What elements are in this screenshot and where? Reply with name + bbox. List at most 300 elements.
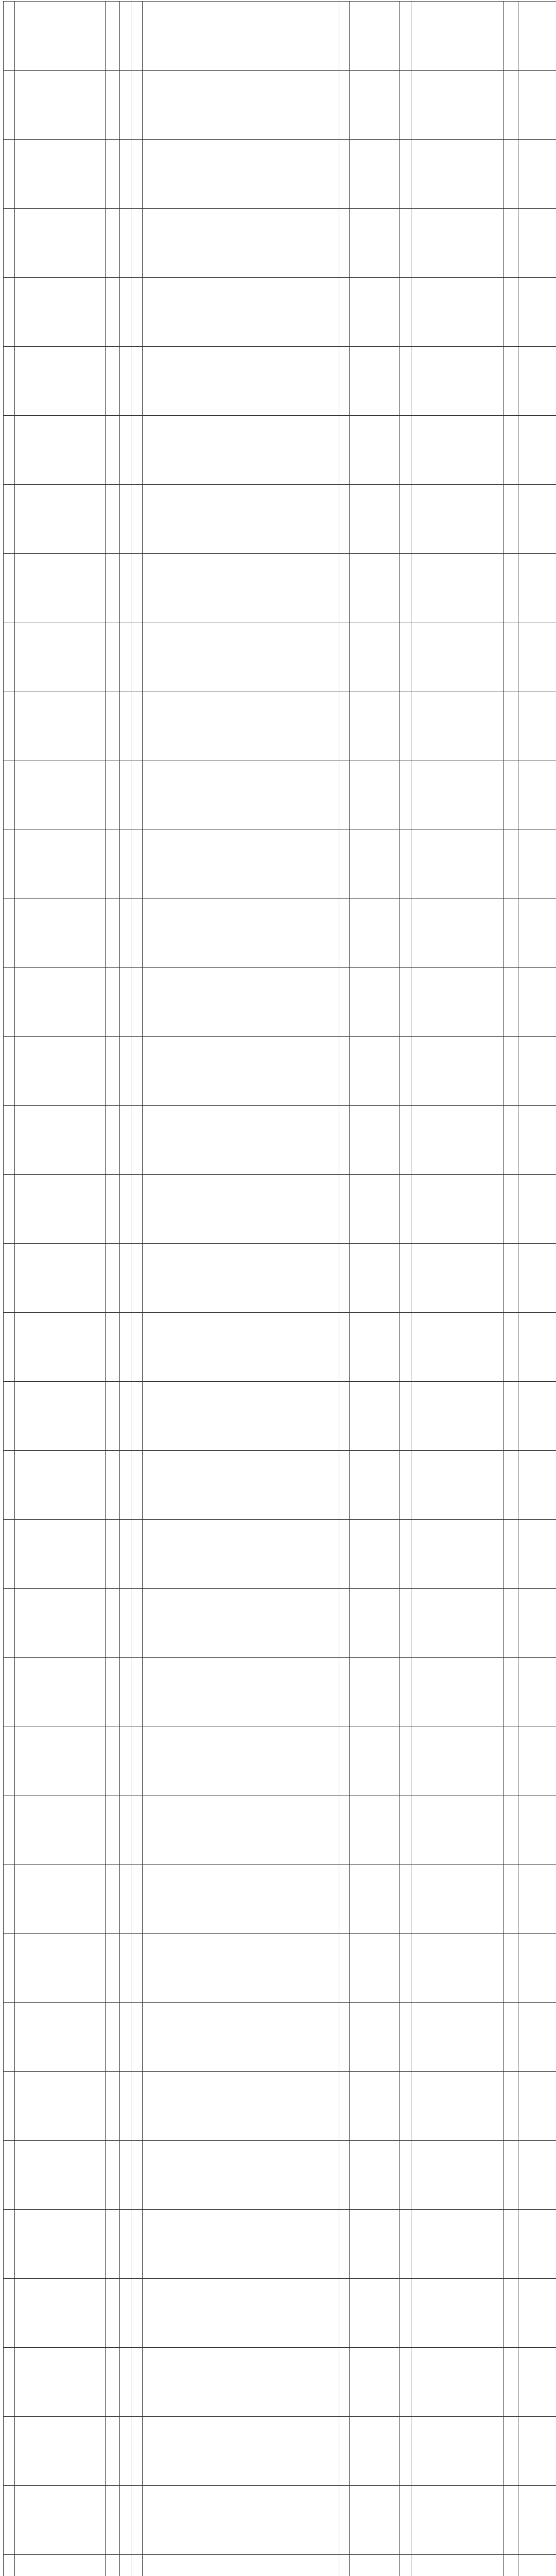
record-title-cell — [15, 277, 106, 346]
unit-cell — [120, 2072, 131, 2141]
record-title-cell — [15, 2485, 106, 2554]
category-cell — [106, 2141, 120, 2210]
type-cell — [131, 2003, 143, 2072]
basis-cell — [350, 968, 400, 1037]
record-id-cell — [4, 1657, 15, 1726]
status-cell — [504, 1243, 518, 1312]
basis-cell — [350, 2141, 400, 2210]
category-cell — [106, 1519, 120, 1588]
status-cell — [504, 1106, 518, 1175]
unit-cell — [120, 1726, 131, 1795]
mark-cell — [339, 2141, 350, 2210]
type-cell — [131, 760, 143, 829]
record-title-cell — [15, 1519, 106, 1588]
record-title-cell — [15, 760, 106, 829]
record-title-cell — [15, 691, 106, 760]
measures-cell — [411, 277, 504, 346]
status-cell — [504, 2, 518, 71]
mark-cell — [339, 415, 350, 484]
records-table-body — [4, 2, 556, 2576]
category-cell — [106, 70, 120, 139]
measures-cell — [411, 2485, 504, 2554]
mark-cell — [339, 2554, 350, 2576]
type-cell — [131, 2278, 143, 2347]
basis-cell — [350, 691, 400, 760]
measures-cell — [411, 899, 504, 968]
type-cell — [131, 484, 143, 553]
table-row — [4, 139, 556, 208]
record-id-cell — [4, 1450, 15, 1519]
table-row — [4, 1106, 556, 1175]
note-cell — [518, 2347, 556, 2416]
status-cell — [504, 346, 518, 415]
record-detail-cell — [143, 2485, 339, 2554]
code-cell — [400, 1726, 411, 1795]
record-detail-cell — [143, 484, 339, 553]
category-cell — [106, 1174, 120, 1243]
note-cell — [518, 1450, 556, 1519]
code-cell — [400, 1657, 411, 1726]
status-cell — [504, 2554, 518, 2576]
type-cell — [131, 139, 143, 208]
type-cell — [131, 70, 143, 139]
status-cell — [504, 829, 518, 899]
record-id-cell — [4, 346, 15, 415]
note-cell — [518, 1519, 556, 1588]
table-row — [4, 2347, 556, 2416]
record-detail-cell — [143, 622, 339, 691]
category-cell — [106, 2416, 120, 2485]
category-cell — [106, 2485, 120, 2554]
status-cell — [504, 139, 518, 208]
mark-cell — [339, 1381, 350, 1450]
status-cell — [504, 691, 518, 760]
code-cell — [400, 70, 411, 139]
code-cell — [400, 346, 411, 415]
basis-cell — [350, 484, 400, 553]
status-cell — [504, 70, 518, 139]
record-id-cell — [4, 899, 15, 968]
status-cell — [504, 2416, 518, 2485]
category-cell — [106, 691, 120, 760]
unit-cell — [120, 622, 131, 691]
category-cell — [106, 1795, 120, 1865]
unit-cell — [120, 829, 131, 899]
unit-cell — [120, 277, 131, 346]
measures-cell — [411, 691, 504, 760]
table-row — [4, 1381, 556, 1450]
code-cell — [400, 1795, 411, 1865]
unit-cell — [120, 691, 131, 760]
category-cell — [106, 899, 120, 968]
type-cell — [131, 1795, 143, 1865]
record-id-cell — [4, 1106, 15, 1175]
record-detail-cell — [143, 553, 339, 622]
mark-cell — [339, 1174, 350, 1243]
note-cell — [518, 2072, 556, 2141]
code-cell — [400, 2347, 411, 2416]
note-cell — [518, 2278, 556, 2347]
records-table — [3, 1, 556, 2576]
type-cell — [131, 2, 143, 71]
basis-cell — [350, 899, 400, 968]
record-title-cell — [15, 1657, 106, 1726]
code-cell — [400, 415, 411, 484]
record-title-cell — [15, 1795, 106, 1865]
measures-cell — [411, 1312, 504, 1381]
mark-cell — [339, 1934, 350, 2003]
measures-cell — [411, 1657, 504, 1726]
mark-cell — [339, 622, 350, 691]
record-id-cell — [4, 139, 15, 208]
type-cell — [131, 1037, 143, 1106]
unit-cell — [120, 139, 131, 208]
table-row — [4, 691, 556, 760]
basis-cell — [350, 2485, 400, 2554]
code-cell — [400, 1243, 411, 1312]
note-cell — [518, 691, 556, 760]
category-cell — [106, 277, 120, 346]
record-detail-cell — [143, 2554, 339, 2576]
mark-cell — [339, 70, 350, 139]
status-cell — [504, 415, 518, 484]
type-cell — [131, 829, 143, 899]
code-cell — [400, 2210, 411, 2279]
category-cell — [106, 2072, 120, 2141]
record-title-cell — [15, 208, 106, 277]
status-cell — [504, 622, 518, 691]
measures-cell — [411, 346, 504, 415]
code-cell — [400, 968, 411, 1037]
table-row — [4, 2485, 556, 2554]
note-cell — [518, 622, 556, 691]
basis-cell — [350, 208, 400, 277]
record-title-cell — [15, 346, 106, 415]
record-title-cell — [15, 1312, 106, 1381]
record-detail-cell — [143, 1934, 339, 2003]
measures-cell — [411, 484, 504, 553]
code-cell — [400, 1865, 411, 1934]
basis-cell — [350, 1519, 400, 1588]
category-cell — [106, 1312, 120, 1381]
unit-cell — [120, 1381, 131, 1450]
record-id-cell — [4, 1381, 15, 1450]
basis-cell — [350, 1381, 400, 1450]
status-cell — [504, 1588, 518, 1657]
record-id-cell — [4, 2347, 15, 2416]
type-cell — [131, 277, 143, 346]
table-row — [4, 2416, 556, 2485]
mark-cell — [339, 2210, 350, 2279]
table-row — [4, 415, 556, 484]
record-detail-cell — [143, 1174, 339, 1243]
type-cell — [131, 2210, 143, 2279]
category-cell — [106, 208, 120, 277]
category-cell — [106, 346, 120, 415]
category-cell — [106, 1657, 120, 1726]
code-cell — [400, 139, 411, 208]
record-detail-cell — [143, 1795, 339, 1865]
unit-cell — [120, 760, 131, 829]
note-cell — [518, 553, 556, 622]
record-title-cell — [15, 829, 106, 899]
status-cell — [504, 1174, 518, 1243]
status-cell — [504, 1865, 518, 1934]
note-cell — [518, 2141, 556, 2210]
note-cell — [518, 1106, 556, 1175]
unit-cell — [120, 1037, 131, 1106]
unit-cell — [120, 1795, 131, 1865]
note-cell — [518, 2210, 556, 2279]
record-detail-cell — [143, 346, 339, 415]
unit-cell — [120, 2554, 131, 2576]
measures-cell — [411, 553, 504, 622]
unit-cell — [120, 2141, 131, 2210]
category-cell — [106, 2347, 120, 2416]
record-title-cell — [15, 2, 106, 71]
note-cell — [518, 2, 556, 71]
measures-cell — [411, 2210, 504, 2279]
status-cell — [504, 1726, 518, 1795]
category-cell — [106, 1450, 120, 1519]
table-row — [4, 1450, 556, 1519]
unit-cell — [120, 2003, 131, 2072]
note-cell — [518, 1795, 556, 1865]
measures-cell — [411, 1174, 504, 1243]
basis-cell — [350, 2554, 400, 2576]
type-cell — [131, 1381, 143, 1450]
status-cell — [504, 2210, 518, 2279]
record-detail-cell — [143, 1312, 339, 1381]
record-title-cell — [15, 139, 106, 208]
record-detail-cell — [143, 1450, 339, 1519]
mark-cell — [339, 2485, 350, 2554]
basis-cell — [350, 139, 400, 208]
measures-cell — [411, 2347, 504, 2416]
note-cell — [518, 1726, 556, 1795]
record-title-cell — [15, 1381, 106, 1450]
record-title-cell — [15, 2416, 106, 2485]
mark-cell — [339, 2416, 350, 2485]
note-cell — [518, 2003, 556, 2072]
note-cell — [518, 1588, 556, 1657]
type-cell — [131, 622, 143, 691]
type-cell — [131, 1450, 143, 1519]
type-cell — [131, 1174, 143, 1243]
code-cell — [400, 760, 411, 829]
basis-cell — [350, 2072, 400, 2141]
code-cell — [400, 1588, 411, 1657]
record-detail-cell — [143, 1726, 339, 1795]
note-cell — [518, 1381, 556, 1450]
type-cell — [131, 899, 143, 968]
category-cell — [106, 2554, 120, 2576]
table-row — [4, 760, 556, 829]
measures-cell — [411, 2, 504, 71]
status-cell — [504, 1312, 518, 1381]
record-detail-cell — [143, 899, 339, 968]
measures-cell — [411, 1865, 504, 1934]
code-cell — [400, 1381, 411, 1450]
mark-cell — [339, 139, 350, 208]
mark-cell — [339, 1726, 350, 1795]
measures-cell — [411, 622, 504, 691]
status-cell — [504, 2003, 518, 2072]
table-row — [4, 1865, 556, 1934]
measures-cell — [411, 1381, 504, 1450]
record-detail-cell — [143, 691, 339, 760]
type-cell — [131, 2141, 143, 2210]
record-detail-cell — [143, 2072, 339, 2141]
unit-cell — [120, 1934, 131, 2003]
basis-cell — [350, 346, 400, 415]
mark-cell — [339, 2003, 350, 2072]
mark-cell — [339, 1037, 350, 1106]
basis-cell — [350, 2210, 400, 2279]
record-title-cell — [15, 1450, 106, 1519]
code-cell — [400, 2, 411, 71]
type-cell — [131, 2416, 143, 2485]
note-cell — [518, 2416, 556, 2485]
record-detail-cell — [143, 1657, 339, 1726]
record-title-cell — [15, 2003, 106, 2072]
record-id-cell — [4, 691, 15, 760]
note-cell — [518, 70, 556, 139]
mark-cell — [339, 760, 350, 829]
type-cell — [131, 2485, 143, 2554]
unit-cell — [120, 553, 131, 622]
status-cell — [504, 1450, 518, 1519]
measures-cell — [411, 2003, 504, 2072]
record-title-cell — [15, 2347, 106, 2416]
record-detail-cell — [143, 70, 339, 139]
code-cell — [400, 622, 411, 691]
basis-cell — [350, 277, 400, 346]
record-id-cell — [4, 1726, 15, 1795]
table-row — [4, 277, 556, 346]
status-cell — [504, 2072, 518, 2141]
record-detail-cell — [143, 2210, 339, 2279]
record-id-cell — [4, 277, 15, 346]
record-id-cell — [4, 1795, 15, 1865]
record-title-cell — [15, 2072, 106, 2141]
measures-cell — [411, 1037, 504, 1106]
mark-cell — [339, 2278, 350, 2347]
status-cell — [504, 899, 518, 968]
unit-cell — [120, 1243, 131, 1312]
type-cell — [131, 2072, 143, 2141]
mark-cell — [339, 1657, 350, 1726]
code-cell — [400, 1106, 411, 1175]
note-cell — [518, 415, 556, 484]
unit-cell — [120, 968, 131, 1037]
category-cell — [106, 1934, 120, 2003]
note-cell — [518, 208, 556, 277]
category-cell — [106, 415, 120, 484]
measures-cell — [411, 829, 504, 899]
code-cell — [400, 1519, 411, 1588]
type-cell — [131, 1657, 143, 1726]
record-detail-cell — [143, 2278, 339, 2347]
table-row — [4, 829, 556, 899]
record-title-cell — [15, 70, 106, 139]
category-cell — [106, 2278, 120, 2347]
measures-cell — [411, 1726, 504, 1795]
mark-cell — [339, 1450, 350, 1519]
table-row — [4, 2003, 556, 2072]
record-id-cell — [4, 968, 15, 1037]
record-id-cell — [4, 2278, 15, 2347]
mark-cell — [339, 1106, 350, 1175]
measures-cell — [411, 2416, 504, 2485]
unit-cell — [120, 346, 131, 415]
note-cell — [518, 1037, 556, 1106]
category-cell — [106, 829, 120, 899]
basis-cell — [350, 622, 400, 691]
note-cell — [518, 760, 556, 829]
record-id-cell — [4, 1174, 15, 1243]
type-cell — [131, 968, 143, 1037]
basis-cell — [350, 1865, 400, 1934]
basis-cell — [350, 829, 400, 899]
record-title-cell — [15, 415, 106, 484]
type-cell — [131, 2347, 143, 2416]
record-detail-cell — [143, 2003, 339, 2072]
category-cell — [106, 1381, 120, 1450]
status-cell — [504, 2347, 518, 2416]
record-title-cell — [15, 622, 106, 691]
record-title-cell — [15, 484, 106, 553]
code-cell — [400, 1174, 411, 1243]
record-title-cell — [15, 2554, 106, 2576]
code-cell — [400, 2416, 411, 2485]
code-cell — [400, 2141, 411, 2210]
basis-cell — [350, 1934, 400, 2003]
record-detail-cell — [143, 2, 339, 71]
record-title-cell — [15, 2141, 106, 2210]
note-cell — [518, 277, 556, 346]
basis-cell — [350, 1450, 400, 1519]
code-cell — [400, 1312, 411, 1381]
type-cell — [131, 1934, 143, 2003]
mark-cell — [339, 1519, 350, 1588]
status-cell — [504, 2278, 518, 2347]
type-cell — [131, 1312, 143, 1381]
type-cell — [131, 1519, 143, 1588]
record-id-cell — [4, 2072, 15, 2141]
note-cell — [518, 1243, 556, 1312]
code-cell — [400, 277, 411, 346]
basis-cell — [350, 2278, 400, 2347]
note-cell — [518, 2554, 556, 2576]
record-id-cell — [4, 208, 15, 277]
basis-cell — [350, 1106, 400, 1175]
record-id-cell — [4, 70, 15, 139]
table-row — [4, 208, 556, 277]
note-cell — [518, 1174, 556, 1243]
record-title-cell — [15, 968, 106, 1037]
table-row — [4, 1934, 556, 2003]
unit-cell — [120, 1865, 131, 1934]
category-cell — [106, 1106, 120, 1175]
basis-cell — [350, 70, 400, 139]
note-cell — [518, 1934, 556, 2003]
type-cell — [131, 1243, 143, 1312]
status-cell — [504, 277, 518, 346]
status-cell — [504, 1381, 518, 1450]
basis-cell — [350, 553, 400, 622]
record-title-cell — [15, 1934, 106, 2003]
